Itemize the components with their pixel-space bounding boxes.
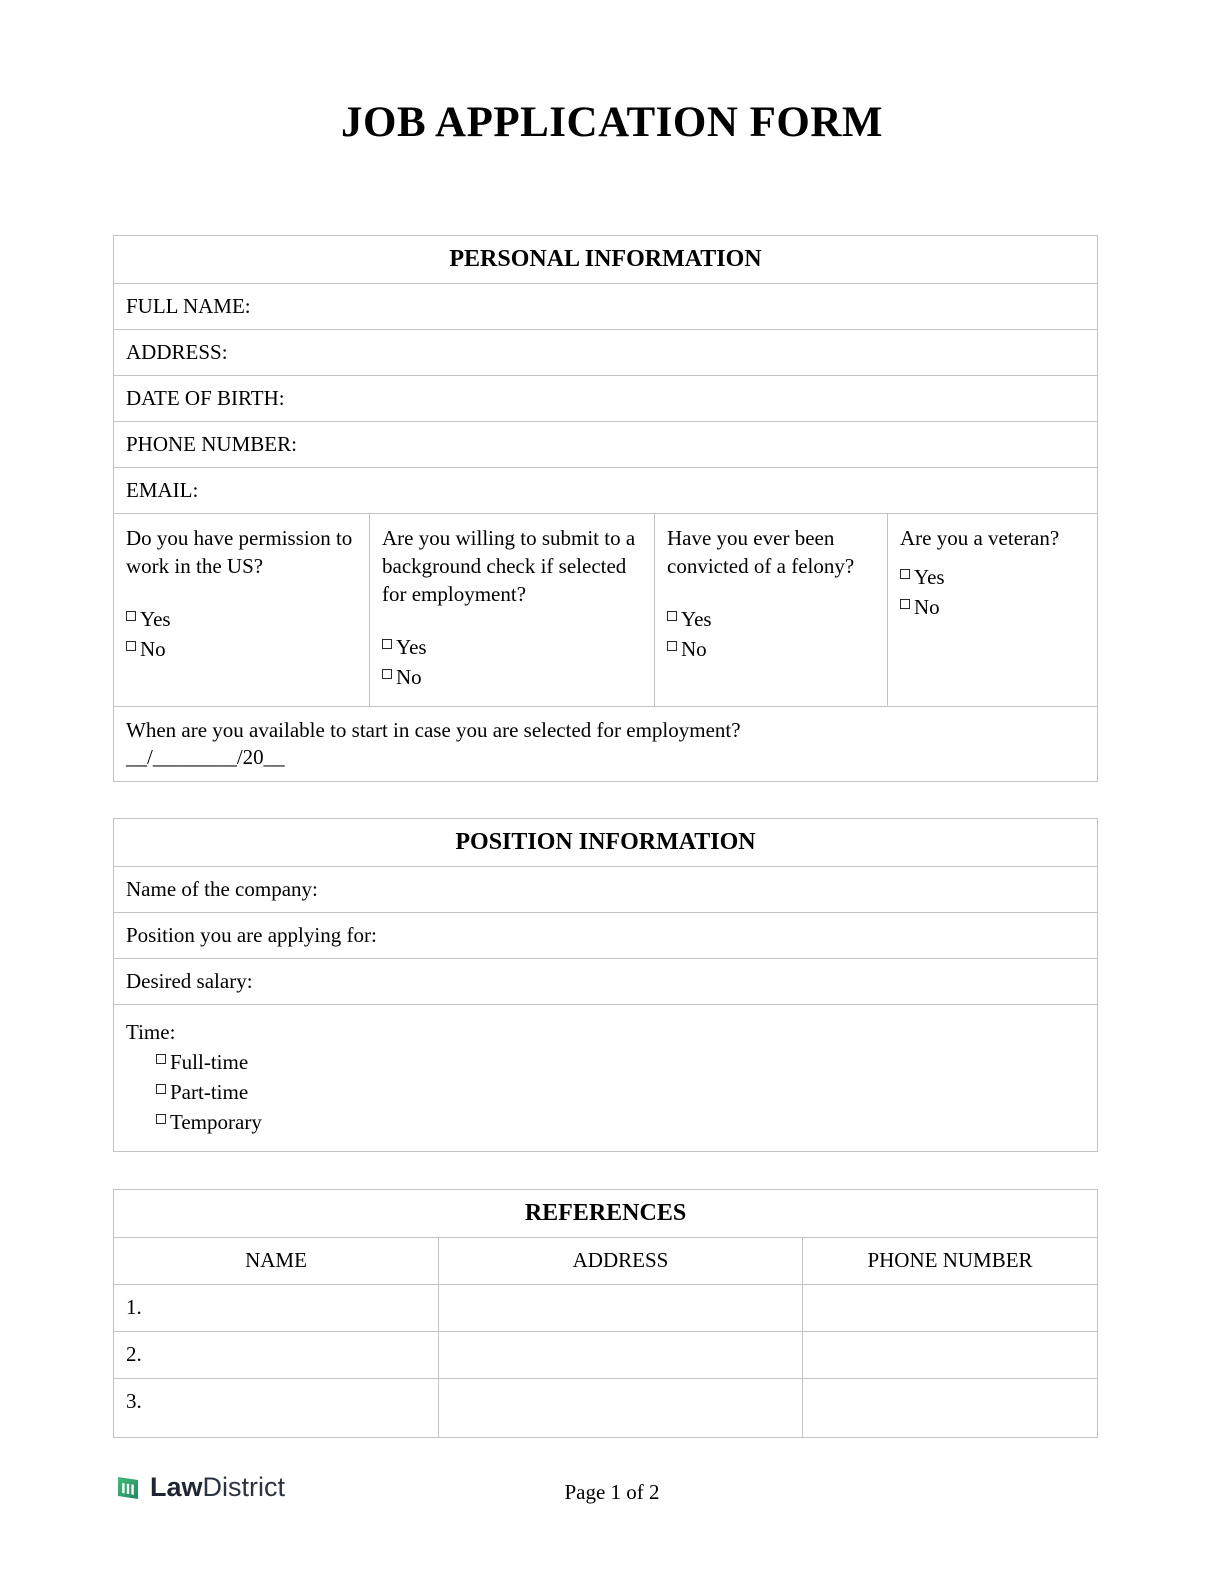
felony-yes-checkbox[interactable]	[667, 611, 677, 621]
question-veteran-text: Are you a veteran?	[900, 526, 1060, 550]
position-applying-label: Position you are applying for:	[126, 923, 377, 947]
references-address-column-header: ADDRESS	[438, 1238, 802, 1284]
date-of-birth-input[interactable]	[285, 386, 1085, 411]
question-felony-options	[667, 604, 875, 664]
availability-row	[114, 706, 1097, 781]
work-permission-yes-checkbox[interactable]	[126, 611, 136, 621]
references-name-column-header: NAME	[245, 1248, 307, 1272]
question-background-check-options	[382, 632, 642, 692]
page-number: Page 1 of 2	[564, 1480, 660, 1504]
reference-3-address-cell[interactable]	[438, 1379, 802, 1437]
logo-text-law: Law	[150, 1472, 203, 1502]
work-permission-no-checkbox[interactable]	[126, 641, 136, 651]
reference-2-phone-cell[interactable]	[802, 1332, 1097, 1378]
work-permission-yes-option	[126, 604, 357, 634]
personal-information-table	[113, 235, 1098, 782]
lawdistrict-icon	[113, 1473, 143, 1503]
veteran-no-label: No	[914, 595, 940, 619]
full-time-checkbox[interactable]	[156, 1054, 166, 1064]
felony-yes-label: Yes	[681, 607, 712, 631]
reference-3-phone-cell[interactable]	[802, 1379, 1097, 1437]
company-name-label: Name of the company:	[126, 877, 318, 901]
question-background-check	[369, 514, 654, 706]
question-veteran-options	[900, 562, 1085, 622]
veteran-yes-label: Yes	[914, 565, 945, 589]
question-work-permission-options	[126, 604, 357, 664]
company-name-input[interactable]	[318, 877, 1085, 902]
question-felony-text: Have you ever been convicted of a felony?	[667, 526, 855, 578]
reference-2-address-cell[interactable]	[438, 1332, 802, 1378]
references-table	[113, 1189, 1098, 1438]
availability-date-blank[interactable]: __/________/20__	[126, 745, 285, 769]
temporary-checkbox[interactable]	[156, 1114, 166, 1124]
form-title: JOB APPLICATION FORM	[341, 99, 883, 146]
position-information-header: POSITION INFORMATION	[455, 829, 756, 855]
references-column-headers	[114, 1237, 1097, 1284]
phone-number-input[interactable]	[297, 432, 1085, 457]
felony-no-checkbox[interactable]	[667, 641, 677, 651]
position-applying-row	[114, 912, 1097, 958]
reference-3-number: 3.	[126, 1389, 142, 1413]
temporary-label: Temporary	[170, 1110, 262, 1134]
work-permission-yes-label: Yes	[140, 607, 171, 631]
question-work-permission	[114, 514, 369, 706]
logo-text	[150, 1472, 285, 1503]
availability-question: When are you available to start in case you are selected for employment?	[126, 718, 741, 742]
full-time-option	[156, 1047, 1085, 1077]
part-time-checkbox[interactable]	[156, 1084, 166, 1094]
reference-row-2	[114, 1331, 1097, 1378]
background-check-yes-label: Yes	[396, 635, 427, 659]
reference-1-name-cell[interactable]	[114, 1285, 438, 1331]
references-phone-column-header: PHONE NUMBER	[802, 1238, 1097, 1284]
reference-1-phone-cell[interactable]	[802, 1285, 1097, 1331]
question-felony	[654, 514, 887, 706]
full-time-label: Full-time	[170, 1050, 249, 1074]
eligibility-questions-row	[114, 513, 1097, 706]
work-permission-no-option	[126, 634, 357, 664]
desired-salary-row	[114, 958, 1097, 1004]
felony-no-option	[667, 634, 875, 664]
time-row	[114, 1004, 1097, 1151]
reference-2-number: 2.	[126, 1342, 142, 1366]
time-label: Time:	[126, 1020, 176, 1044]
desired-salary-label: Desired salary:	[126, 969, 253, 993]
address-label: ADDRESS:	[126, 340, 228, 364]
personal-information-header: PERSONAL INFORMATION	[449, 246, 762, 272]
background-check-no-option	[382, 662, 642, 692]
position-information-table	[113, 818, 1098, 1152]
temporary-option	[156, 1107, 1085, 1137]
full-name-label: FULL NAME:	[126, 294, 251, 318]
question-veteran	[887, 514, 1097, 706]
address-row	[114, 329, 1097, 375]
desired-salary-input[interactable]	[253, 969, 1085, 994]
background-check-yes-option	[382, 632, 642, 662]
question-work-permission-text: Do you have permission to work in the US?	[126, 526, 353, 578]
background-check-no-checkbox[interactable]	[382, 669, 392, 679]
date-of-birth-label: DATE OF BIRTH:	[126, 386, 285, 410]
work-permission-no-label: No	[140, 637, 166, 661]
date-of-birth-row	[114, 375, 1097, 421]
lawdistrict-logo	[113, 1472, 285, 1503]
reference-row-1	[114, 1284, 1097, 1331]
background-check-yes-checkbox[interactable]	[382, 639, 392, 649]
logo-text-district: District	[202, 1472, 286, 1502]
company-name-row	[114, 866, 1097, 912]
references-header: REFERENCES	[524, 1200, 687, 1226]
reference-1-address-cell[interactable]	[438, 1285, 802, 1331]
veteran-yes-option	[900, 562, 1085, 592]
reference-3-name-cell[interactable]	[114, 1379, 438, 1437]
felony-no-label: No	[681, 637, 707, 661]
part-time-option	[156, 1077, 1085, 1107]
phone-number-row	[114, 421, 1097, 467]
reference-1-number: 1.	[126, 1295, 142, 1319]
part-time-label: Part-time	[170, 1080, 249, 1104]
full-name-row	[114, 283, 1097, 329]
page-footer	[0, 1470, 1224, 1518]
veteran-yes-checkbox[interactable]	[900, 569, 910, 579]
page-content	[113, 235, 1098, 1438]
full-name-input[interactable]	[251, 294, 1085, 319]
question-background-check-text: Are you willing to submit to a background check if selected for employment?	[382, 526, 636, 606]
veteran-no-option	[900, 592, 1085, 622]
phone-number-label: PHONE NUMBER:	[126, 432, 297, 456]
reference-2-name-cell[interactable]	[114, 1332, 438, 1378]
address-input[interactable]	[228, 340, 1085, 365]
background-check-no-label: No	[396, 665, 422, 689]
email-input[interactable]	[198, 478, 1085, 503]
veteran-no-checkbox[interactable]	[900, 599, 910, 609]
email-row	[114, 467, 1097, 513]
reference-row-3	[114, 1378, 1097, 1437]
time-options	[156, 1047, 1085, 1137]
position-applying-input[interactable]	[377, 923, 1085, 948]
email-label: EMAIL:	[126, 478, 199, 502]
felony-yes-option	[667, 604, 875, 634]
